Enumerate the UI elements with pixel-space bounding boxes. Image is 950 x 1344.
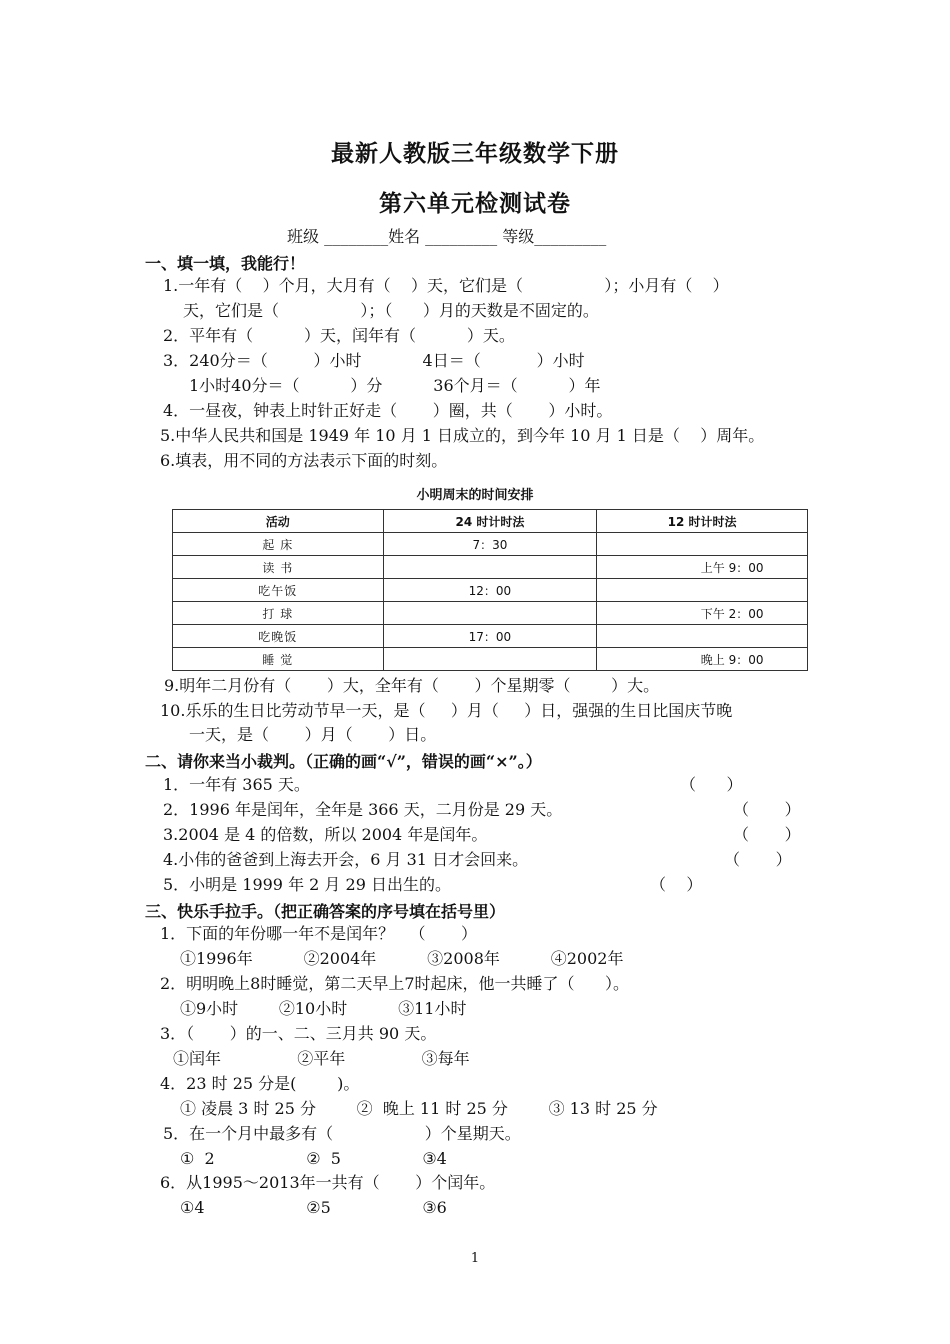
table-cell: 12：00 [383, 579, 597, 602]
table-cell [597, 579, 808, 602]
option-line: ①4 ②5 ③6 [180, 1198, 447, 1217]
question-line: 1．下面的年份哪一年不是闰年？ （ ） [160, 924, 478, 943]
option-line: ①1996年 ②2004年 ③2008年 ④2002年 [180, 949, 624, 968]
table-cell: 睡 觉 [173, 648, 384, 671]
answer-paren: （ ） [733, 800, 801, 819]
table-cell [597, 625, 808, 648]
question-line: 1.一年有（ ）个月，大月有（ ）天，它们是（ ）；小月有（ ） [163, 276, 729, 295]
table-cell: 吃晚饭 [173, 625, 384, 648]
table-header: 12 时计时法 [597, 510, 808, 533]
section-1-heading: 一、填一填，我能行！ [145, 254, 306, 273]
table-cell [383, 648, 597, 671]
answer-paren: （ ） [650, 875, 703, 894]
table-cell: 读 书 [173, 556, 384, 579]
question-line: 10.乐乐的生日比劳动节早一天，是（ ）月（ ）日，强强的生日比国庆节晚 [160, 701, 733, 720]
table-row [173, 602, 808, 625]
judge-item-text: 1．一年有 365 天。 [163, 775, 310, 794]
answer-paren: （ ） [733, 825, 801, 844]
question-line: 5.中华人民共和国是 1949 年 10 月 1 日成立的，到今年 10 月 1 日是（ ）周年。 [160, 426, 765, 445]
table-cell [383, 602, 597, 625]
question-line: 4．23 时 25 分是( )。 [160, 1074, 360, 1093]
section-3-heading: 三、快乐手拉手。（把正确答案的序号填在括号里） [145, 902, 506, 921]
page-title: 最新人教版三年级数学下册 [331, 140, 619, 167]
table-row [173, 625, 808, 648]
table-header: 活动 [173, 510, 384, 533]
table-row [173, 533, 808, 556]
judge-item-text: 2．1996 年是闰年，全年是 366 天，二月份是 29 天。 [163, 800, 563, 819]
table-cell: 上午 9：00 [597, 556, 808, 579]
table-cell: 17：00 [383, 625, 597, 648]
judge-item-text: 3.2004 是 4 的倍数，所以 2004 年是闰年。 [163, 825, 488, 844]
table-caption: 小明周末的时间安排 [416, 488, 534, 503]
judge-item-text: 4.小伟的爸爸到上海去开会，6 月 31 日才会回来。 [163, 850, 529, 869]
question-line: 天，它们是（ ）；（ ）月的天数是不固定的。 [183, 301, 599, 320]
table-cell [597, 533, 808, 556]
section-2-heading: 二、请你来当小裁判。（正确的画“√”，错误的画“×”。） [145, 752, 542, 771]
table-cell: 晚上 9：00 [597, 648, 808, 671]
option-line: ①闰年 ②平年 ③每年 [173, 1049, 470, 1068]
table-cell [383, 556, 597, 579]
answer-paren: （ ） [724, 850, 792, 869]
page-number: 1 [470, 1251, 480, 1266]
question-line: 2．平年有（ ）天，闰年有（ ）天。 [163, 326, 515, 345]
option-line: ① 凌晨 3 时 25 分 ② 晚上 11 时 25 分 ③ 13 时 25 分 [180, 1099, 658, 1118]
table-row [173, 648, 808, 671]
table-cell: 下午 2：00 [597, 602, 808, 625]
option-line: ①9小时 ②10小时 ③11小时 [180, 999, 467, 1018]
question-line: 6．从1995～2013年一共有（ ）个闰年。 [160, 1173, 496, 1192]
question-line: 6.填表，用不同的方法表示下面的时刻。 [160, 451, 448, 470]
table-cell: 吃午饭 [173, 579, 384, 602]
question-line: 4．一昼夜，钟表上时针正好走（ ）圈，共（ ）小时。 [163, 401, 613, 420]
question-line: 9.明年二月份有（ ）大，全年有（ ）个星期零（ ）大。 [164, 676, 660, 695]
question-line: 一天，是（ ）月（ ）日。 [189, 725, 437, 744]
question-line: 3．（ ）的一、二、三月共 90 天。 [160, 1024, 437, 1043]
schedule-table [172, 509, 808, 671]
student-info-line: 班级 ________姓名 _________ 等级_________ [287, 227, 607, 246]
question-line: 1小时40分＝（ ）分 36个月＝（ ）年 [189, 376, 601, 395]
answer-paren: （ ） [680, 775, 743, 794]
page-subtitle: 第六单元检测试卷 [379, 190, 571, 217]
table-header: 24 时计时法 [383, 510, 597, 533]
table-row [173, 579, 808, 602]
table-cell: 7：30 [383, 533, 597, 556]
table-row [173, 556, 808, 579]
question-line: 5．在一个月中最多有（ ）个星期天。 [163, 1124, 521, 1143]
table-cell: 起 床 [173, 533, 384, 556]
table-header-row [173, 510, 808, 533]
question-line: 3．240分＝（ ）小时 4日＝（ ）小时 [163, 351, 585, 370]
table-cell: 打 球 [173, 602, 384, 625]
question-line: 2．明明晚上8时睡觉，第二天早上7时起床，他一共睡了（ ）。 [160, 974, 630, 993]
option-line: ① 2 ② 5 ③4 [180, 1149, 447, 1168]
judge-item-text: 5．小明是 1999 年 2 月 29 日出生的。 [163, 875, 451, 894]
